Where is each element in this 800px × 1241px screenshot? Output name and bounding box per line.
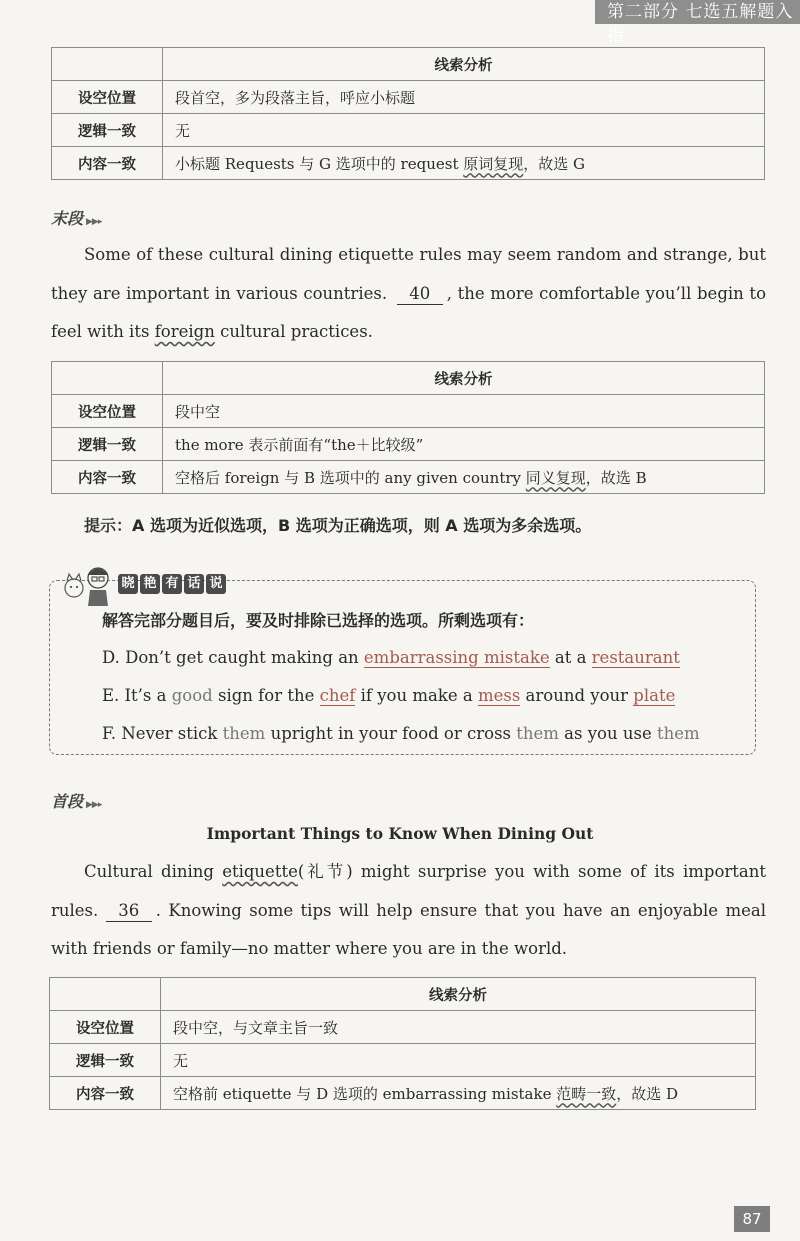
table-header: 线索分析 xyxy=(161,978,756,1011)
option-text: upright in your food or cross xyxy=(265,724,517,743)
row-label: 逻辑一致 xyxy=(52,428,163,461)
tip-intro: 解答完部分题目后，要及时排除已选择的选项。所剩选项有： xyxy=(102,611,535,630)
option-text: at a xyxy=(549,648,592,667)
option-text: around your xyxy=(520,686,634,705)
row-label: 内容一致 xyxy=(52,147,163,180)
page-number: 87 xyxy=(734,1206,770,1232)
option-f xyxy=(102,724,700,743)
row-value: 空格前 etiquette 与 D 选项的 embarrassing mistake 范畴一致，故选 D xyxy=(161,1077,756,1110)
arrow-icon: ▶▶▸ xyxy=(86,217,102,227)
chapter-header: 第二部分 七选五解题入指 xyxy=(595,0,800,24)
tip-box-title: 晓 艳 有 话 说 xyxy=(118,574,228,594)
option-text: good xyxy=(171,686,213,705)
highlighted-word: restaurant xyxy=(591,648,680,667)
section-label-first: 首段 ▶▶▸ xyxy=(51,792,102,811)
clue-table-3 xyxy=(49,977,756,1110)
emphasis: foreign xyxy=(154,322,215,341)
row-value: the more 表示前面有“the＋比较级” xyxy=(163,428,765,461)
option-text: sign for the xyxy=(212,686,320,705)
emphasis: 同义复现 xyxy=(525,468,586,487)
row-value: 无 xyxy=(161,1044,756,1077)
article-title: Important Things to Know When Dining Out xyxy=(206,824,594,843)
table-header: 线索分析 xyxy=(163,48,765,81)
highlighted-word: mess xyxy=(477,686,521,705)
row-value: 段中空，与文章主旨一致 xyxy=(161,1011,756,1044)
row-label: 逻辑一致 xyxy=(52,114,163,147)
row-value: 空格后 foreign 与 B 选项中的 any given country 同义复现，故选 B xyxy=(163,461,765,494)
option-text: them xyxy=(222,724,266,743)
option-e xyxy=(102,686,675,705)
row-value: 段首空，多为段落主旨，呼应小标题 xyxy=(163,81,765,114)
first-paragraph: Cultural dining etiquette(礼节) might surprise you with some of its important rules. 36 . Knowing some tips will help ensure that you have an enjoyable meal with friends or family—no matter where you are in the world. xyxy=(51,862,766,958)
highlighted-word: plate xyxy=(633,686,676,705)
clue-table-1 xyxy=(51,47,765,180)
option-text: F. Never stick xyxy=(102,724,223,743)
option-text: E. It’s a xyxy=(102,686,172,705)
arrow-icon: ▶▶▸ xyxy=(86,800,102,810)
mascot-icon xyxy=(60,562,116,606)
section-label-last: 末段 ▶▶▸ xyxy=(51,209,102,228)
emphasis: etiquette xyxy=(222,862,298,881)
option-d xyxy=(102,648,680,667)
emphasis: 范畴一致 xyxy=(556,1084,617,1103)
row-label: 内容一致 xyxy=(50,1077,161,1110)
row-label: 设空位置 xyxy=(50,1011,161,1044)
option-text: them xyxy=(656,724,700,743)
row-label: 内容一致 xyxy=(52,461,163,494)
option-text: D. Don’t get caught making an xyxy=(102,648,364,667)
row-label: 逻辑一致 xyxy=(50,1044,161,1077)
answer-blank: 40 xyxy=(397,284,443,305)
last-paragraph: Some of these cultural dining etiquette rules may seem random and strange, but they are important in various countries. 40 , the more comfortable you’ll begin to feel with its foreign cultural practices. xyxy=(51,245,766,341)
tip-box-header xyxy=(60,562,228,606)
option-text: as you use xyxy=(558,724,657,743)
emphasis: 原词复现 xyxy=(463,154,524,173)
row-value: 段中空 xyxy=(163,395,765,428)
row-label: 设空位置 xyxy=(52,81,163,114)
highlighted-word: embarrassing mistake xyxy=(363,648,550,667)
option-text: if you make a xyxy=(355,686,478,705)
highlighted-word: chef xyxy=(319,686,356,705)
row-label: 设空位置 xyxy=(52,395,163,428)
tip-line: 提示：A 选项为近似选项，B 选项为正确选项，则 A 选项为多余选项。 xyxy=(84,516,592,535)
row-value: 小标题 Requests 与 G 选项中的 request 原词复现，故选 G xyxy=(163,147,765,180)
answer-blank: 36 xyxy=(106,901,152,922)
clue-table-2 xyxy=(51,361,765,494)
option-text: them xyxy=(516,724,559,743)
row-value: 无 xyxy=(163,114,765,147)
table-header: 线索分析 xyxy=(163,362,765,395)
